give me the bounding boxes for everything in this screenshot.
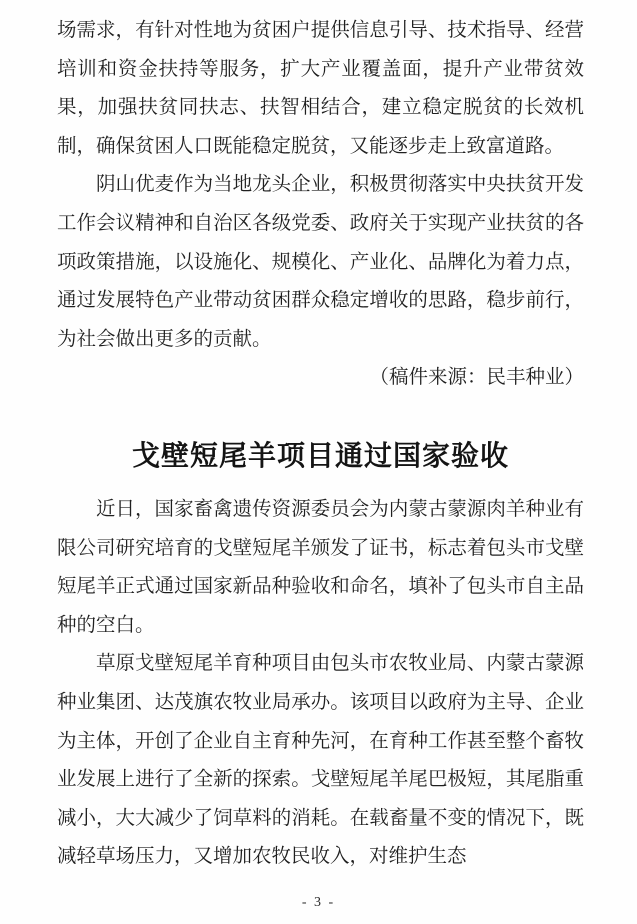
paragraph-continuation-previous-article: 场需求，有针对性地为贫困户提供信息引导、技术指导、经营培训和资金扶持等服务，扩大产业覆盖面，提升产业带贫效果，加强扶贫同扶志、扶智相结合，建立稳定脱贫的长效机制，确保贫困人口既能稳定脱贫，又能逐步走上致富道路。 xyxy=(57,20,584,157)
paragraph-article-body: 草原戈壁短尾羊育种项目由包头市农牧业局、内蒙古蒙源种业集团、达茂旗农牧业局承办。该项目以政府为主导、企业为主体，开创了企业自主育种先河，在育种工作甚至整个畜牧业发展上进行了全新的探索。戈壁短尾羊尾巴极短，其尾脂重减小，大大减少了饲草料的消耗。在载畜量不变的情况下，既减轻草场压力，又增加农牧民收入，对维护生态 xyxy=(57,653,584,868)
article-title: 戈壁短尾羊项目通过国家验收 xyxy=(131,440,509,472)
source-attribution: （稿件来源：民丰种业） xyxy=(369,367,584,389)
paragraph-previous-article-closing: 阴山优麦作为当地龙头企业，积极贯彻落实中央扶贫开发工作会议精神和自治区各级党委、政府关于实现产业扶贫的各项政策措施，以设施化、规模化、产业化、品牌化为着力点，通过发展特色产业带动贫困群众稳定增收的思路，稳步前行，为社会做出更多的贡献。 xyxy=(57,174,584,350)
paragraph-article-intro: 近日，国家畜禽遗传资源委员会为内蒙古蒙源肉羊种业有限公司研究培育的戈壁短尾羊颁发了证书，标志着包头市戈壁短尾羊正式通过国家新品种验收和命名，填补了包头市自主品种的空白。 xyxy=(57,498,584,636)
page-number: - 3 - xyxy=(301,895,336,910)
